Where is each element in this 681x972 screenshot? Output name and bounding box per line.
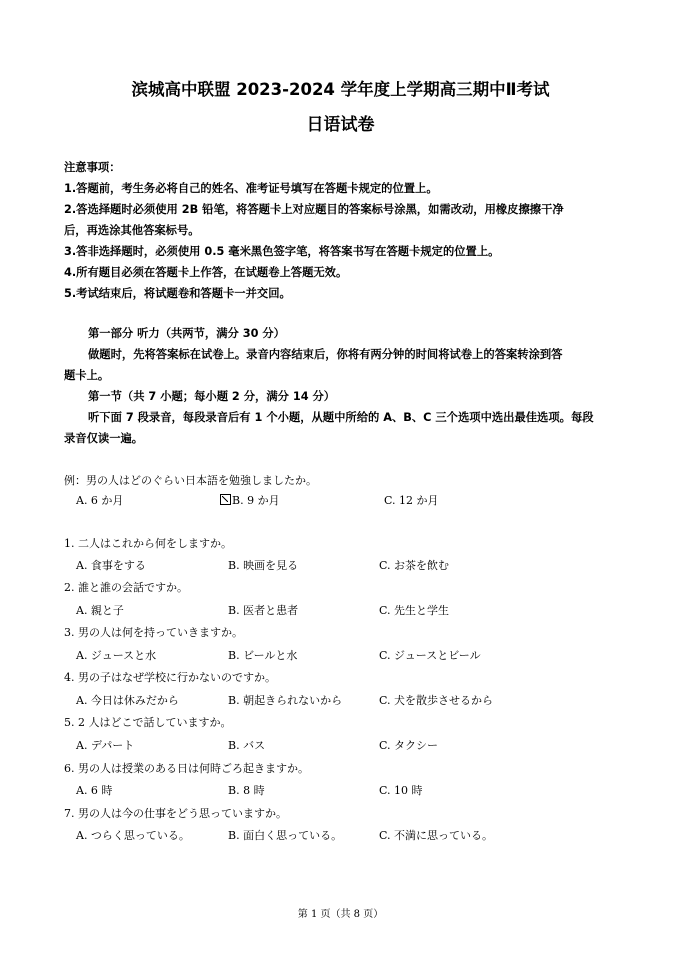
note-1: 1.答题前，考生务必将自己的姓名、准考证号填写在答题卡规定的位置上。 xyxy=(64,182,438,195)
q6-option-a: A. 6 時 xyxy=(76,784,113,797)
note-3: 3.答非选择题时，必须使用 0.5 毫米黑色签字笔，将答案书写在答题卡规定的位置上。 xyxy=(64,245,500,258)
q5-option-c: C. タクシー xyxy=(379,739,439,752)
q3-option-b: B. ビールと水 xyxy=(228,649,298,662)
example-option-b-label: B. 9 か月 xyxy=(232,494,280,507)
section1-instruction-a: 听下面 7 段录音，每段录音后有 1 个小题，从题中所给的 A、B、C 三个选项中选出最佳选项。每段 xyxy=(88,411,594,424)
q1-option-a: A. 食事をする xyxy=(76,559,146,572)
q7-option-c: C. 不満に思っている。 xyxy=(379,829,494,842)
q3-option-a: A. ジュースと水 xyxy=(76,649,157,662)
part1-instruction-b: 题卡上。 xyxy=(64,369,110,382)
example-option-a: A. 6 か月 xyxy=(76,494,124,507)
example-option-b xyxy=(220,493,280,509)
section1-heading: 第一节（共 7 小题；每小题 2 分，满分 14 分） xyxy=(88,390,336,403)
section1-instruction-b: 录音仅读一遍。 xyxy=(64,432,144,445)
q4-option-c: C. 犬を散歩させるから xyxy=(379,694,494,707)
example-question: 例：男の人はどのぐらい日本語を勉強しましたか。 xyxy=(64,474,317,487)
q7-option-a: A. つらく思っている。 xyxy=(76,829,190,842)
q5-option-b: B. バス xyxy=(228,739,266,752)
note-4: 4.所有题目必须在答题卡上作答，在试题卷上答题无效。 xyxy=(64,266,348,279)
question-2: 2. 誰と誰の会話ですか。 xyxy=(64,581,188,594)
exam-subtitle: 日语试卷 xyxy=(306,115,375,135)
exam-title: 滨城高中联盟 2023-2024 学年度上学期高三期中Ⅱ考试 xyxy=(131,80,550,99)
question-4: 4. 男の子はなぜ学校に行かないのですか。 xyxy=(64,671,276,684)
part1-instruction-a: 做题时，先将答案标在试卷上。录音内容结束后，你将有两分钟的时间将试卷上的答案转涂到答 xyxy=(88,348,563,361)
notes-heading: 注意事项： xyxy=(64,161,121,174)
q7-option-b: B. 面白く思っている。 xyxy=(228,829,343,842)
part1-heading: 第一部分 听力（共两节，满分 30 分） xyxy=(88,327,285,340)
question-3: 3. 男の人は何を持っていきますか。 xyxy=(64,626,243,639)
page-number: 第 1 页（共 8 页） xyxy=(297,909,384,920)
q5-option-a: A. デパート xyxy=(76,739,135,752)
note-2a: 2.答选择题时必须使用 2B 铅笔，将答题卡上对应题目的答案标号涂黑，如需改动，用橡皮擦擦干净 xyxy=(64,203,564,216)
q2-option-b: B. 医者と患者 xyxy=(228,604,299,617)
question-7: 7. 男の人は今の仕事をどう思っていますか。 xyxy=(64,807,287,820)
checkbox-checked-icon xyxy=(220,494,231,505)
q4-option-b: B. 朝起きられないから xyxy=(228,694,343,707)
q3-option-c: C. ジュースとビール xyxy=(379,649,481,662)
q1-option-b: B. 映画を見る xyxy=(228,559,299,572)
q6-option-b: B. 8 時 xyxy=(228,784,265,797)
q4-option-a: A. 今日は休みだから xyxy=(76,694,179,707)
example-option-c: C. 12 か月 xyxy=(384,494,439,507)
q6-option-c: C. 10 時 xyxy=(379,784,423,797)
note-2b: 后，再选涂其他答案标号。 xyxy=(64,224,200,237)
q2-option-c: C. 先生と学生 xyxy=(379,604,450,617)
q1-option-c: C. お茶を飲む xyxy=(379,559,450,572)
question-5: 5. 2 人はどこで話していますか。 xyxy=(64,716,232,729)
q2-option-a: A. 親と子 xyxy=(76,604,124,617)
question-1: 1. 二人はこれから何をしますか。 xyxy=(64,537,232,550)
note-5: 5.考试结束后，将试题卷和答题卡一并交回。 xyxy=(64,287,291,300)
question-6: 6. 男の人は授業のある日は何時ごろ起きますか。 xyxy=(64,762,309,775)
